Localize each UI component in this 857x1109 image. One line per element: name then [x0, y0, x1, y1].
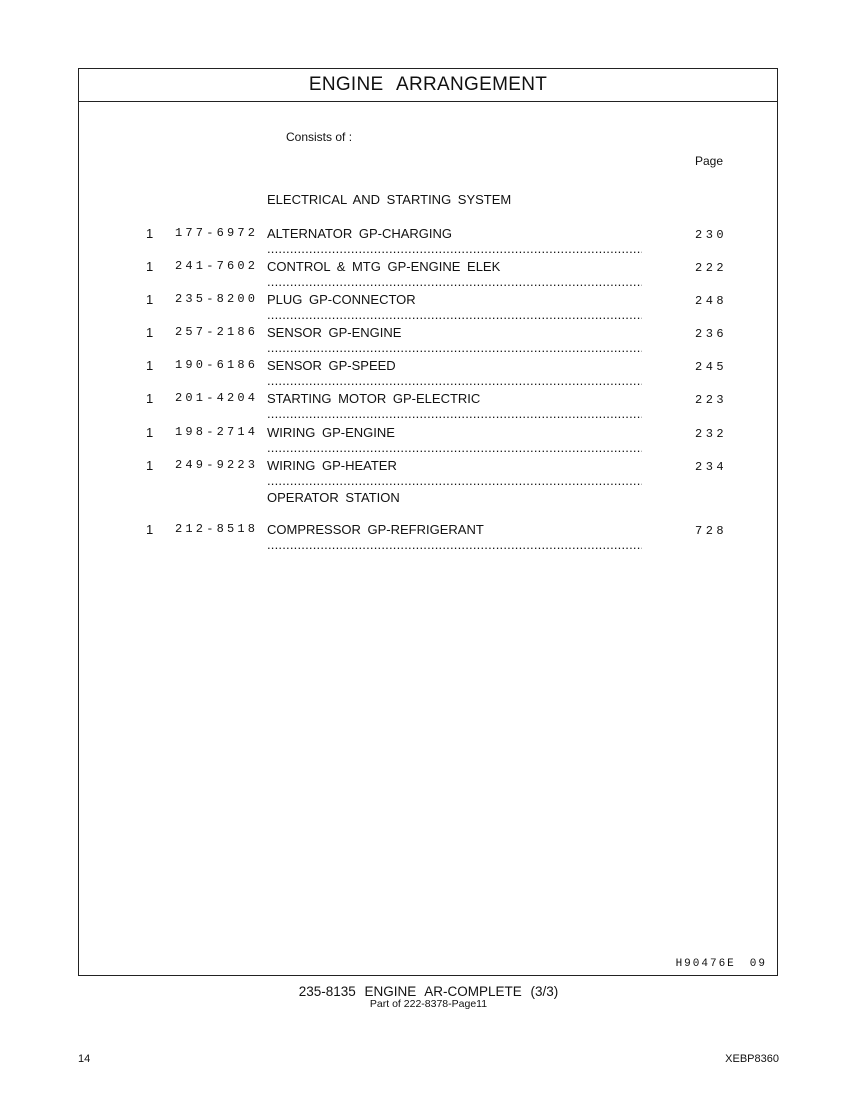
- section-heading-operator-station: OPERATOR STATION: [267, 490, 400, 505]
- page-number: 14: [78, 1053, 91, 1065]
- row-description: SENSOR GP-ENGINE .....: [267, 325, 642, 355]
- row-part-number: 241-7602: [175, 259, 259, 273]
- row-description: STARTING MOTOR GP-ELECTRIC .....: [267, 391, 642, 421]
- figure-caption: 235-8135 ENGINE AR-COMPLETE (3/3): [298, 984, 559, 999]
- page-title: ENGINE ARRANGEMENT: [79, 69, 777, 102]
- row-qty: 1: [146, 358, 154, 373]
- consists-of-label: Consists of :: [286, 130, 353, 144]
- row-description: SENSOR GP-SPEED .....: [267, 358, 642, 388]
- row-page: 234: [695, 460, 728, 474]
- illustration-code-rev: 09: [749, 958, 767, 970]
- row-description: ALTERNATOR GP-CHARGING .....: [267, 226, 642, 256]
- row-part-number: 249-9223: [175, 458, 259, 472]
- table-row: [79, 391, 777, 407]
- row-part-number: 198-2714: [175, 425, 259, 439]
- table-row: [79, 292, 777, 308]
- row-page: 728: [695, 524, 728, 538]
- row-part-number: 177-6972: [175, 226, 259, 240]
- table-row: [79, 522, 777, 538]
- row-part-number: 257-2186: [175, 325, 259, 339]
- row-qty: 1: [146, 226, 154, 241]
- table-row: [79, 259, 777, 275]
- row-page: 230: [695, 228, 728, 242]
- row-part-number: 212-8518: [175, 522, 259, 536]
- row-qty: 1: [146, 522, 154, 537]
- row-description: COMPRESSOR GP-REFRIGERANT .....: [267, 522, 642, 552]
- row-page: 232: [695, 427, 728, 441]
- row-description: WIRING GP-HEATER .....: [267, 458, 642, 488]
- row-part-number: 201-4204: [175, 391, 259, 405]
- row-qty: 1: [146, 391, 154, 406]
- row-description: WIRING GP-ENGINE .....: [267, 425, 642, 455]
- row-qty: 1: [146, 425, 154, 440]
- row-qty: 1: [146, 325, 154, 340]
- table-row: [79, 358, 777, 374]
- row-description: PLUG GP-CONNECTOR .....: [267, 292, 642, 322]
- document-id: XEBP8360: [725, 1053, 779, 1065]
- content-frame: [78, 68, 778, 976]
- illustration-code: [676, 958, 767, 970]
- row-qty: 1: [146, 292, 154, 307]
- row-page: 223: [695, 393, 728, 407]
- row-qty: 1: [146, 259, 154, 274]
- table-row: [79, 425, 777, 441]
- row-part-number: 235-8200: [175, 292, 259, 306]
- illustration-code-id: H90476E: [675, 958, 736, 970]
- row-page: 245: [695, 360, 728, 374]
- row-description: CONTROL & MTG GP-ENGINE ELEK .....: [267, 259, 642, 289]
- row-page: 222: [695, 261, 728, 275]
- row-qty: 1: [146, 458, 154, 473]
- row-part-number: 190-6186: [175, 358, 259, 372]
- page-column-header: Page: [695, 154, 724, 168]
- row-page: 236: [695, 327, 728, 341]
- section-heading-electrical: ELECTRICAL AND STARTING SYSTEM: [267, 192, 512, 207]
- table-row: [79, 226, 777, 242]
- row-page: 248: [695, 294, 728, 308]
- table-row: [79, 458, 777, 474]
- figure-caption-sub: Part of 222-8378-Page11: [369, 998, 488, 1010]
- table-row: [79, 325, 777, 341]
